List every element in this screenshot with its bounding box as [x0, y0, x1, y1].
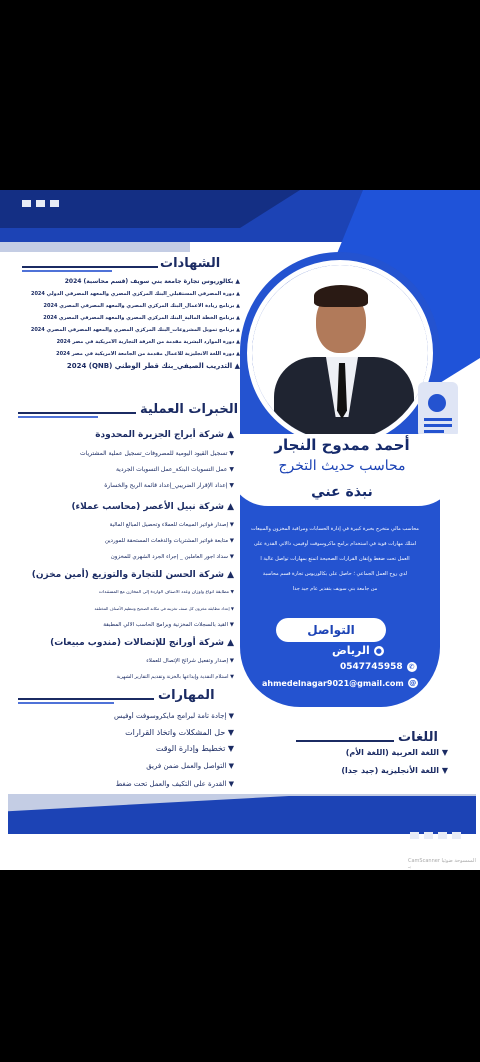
list-item: ▼ إعداد الإقرار الضريبي_إعداد قائمة الربح والخسارة	[104, 482, 234, 489]
header-light-strip	[0, 242, 190, 252]
list-item: ▲ برنامج ريادة الأعمال_البنك المركزي المصري والمعهد المصرفي المصري 2024	[43, 303, 240, 309]
user-icon	[428, 394, 446, 412]
list-item: ▲ دورة اللغة الانجليزية للاعمال مقدمة من الجامعة الأمريكية في مصر 2024	[56, 351, 240, 357]
list-item: ▼ استلام النقدية وإيداعها بالخزنة وتقديم التقارير الشهرية	[116, 674, 234, 680]
scanner-watermark: CamScanner الممسوحة ضوئيا بـ	[408, 858, 476, 870]
list-item: ▼ حل المشكلات واتخاذ القرارات	[125, 728, 234, 737]
certificates-heading: الشهادات	[160, 256, 221, 271]
person-title: محاسب حديث التخرج	[278, 458, 406, 474]
skills-heading: المهارات	[158, 688, 215, 703]
company-name: ▲ شركة أورانج للإتصالات (مندوب مبيعات)	[50, 638, 234, 648]
list-item: ▼ إصدار وتفعيل شرائح الإتصال للعملاء	[146, 658, 234, 664]
list-item: ▲ برنامج تمويل المشروعات_البنك المركزي المصري والمعهد المصرفي المصري 2024	[30, 327, 240, 333]
company-name: ▲ شركة الحسن للتجارة والتوزيع (أمين مخزن)	[31, 570, 234, 580]
languages-heading: اللغات	[398, 730, 438, 745]
list-item: ▲ دورة الموارد البشرية مقدمة من الغرفة التجارية الأمريكية في مصر 2024	[56, 339, 240, 345]
contact-city: ● الرياض	[332, 644, 382, 657]
list-item: ▲ بكالوريوس تجارة جامعة بني سويف (قسم محاسبة) 2024	[64, 278, 240, 285]
certificates-list	[4, 278, 240, 382]
list-item: ▼ مطابقة أنواع وأوزان وعدد الأصناف الواردة إلى المخازن مع المستندات	[98, 590, 234, 595]
decor-dots-top	[22, 200, 59, 207]
experience-heading: الخبرات العملية	[140, 402, 239, 417]
list-item: ▼ عمل التسويات البنكة_عمل التسويات الجردية	[115, 466, 234, 473]
decor-dots-bottom	[410, 832, 461, 839]
location-icon: ●	[375, 646, 382, 655]
experience-list	[10, 430, 234, 710]
contact-heading: التواصل	[276, 618, 386, 642]
company-name: ▲ شركة نبيل الأعصر (محاسب عملاء)	[71, 502, 234, 512]
profile-photo	[247, 260, 433, 446]
list-item: ▼ إعداد مطابقة مخزون كل صنف تخزينه في مكانه الصحيح وتنظيم الأصناف المختلفة	[94, 606, 234, 611]
whatsapp-icon: ✆	[407, 662, 417, 672]
person-name: أحمد ممدوح النجار	[274, 436, 410, 454]
list-item: ▼ اللغة العربية (اللغة الأم)	[345, 748, 448, 757]
about-text: محاسب مالي متخرج بخبرة كبيرة في إدارة الحسابات ومراقبة المخزون والمبيعات امتلك مهارات قوية في استخدام برامج ماكروسوفت أوفيس، دالاتي القدرة على العمل تحت ضغط وإتقان القرارات الصحيحة اتمتع بمهارات تواصل عالية ا لدي روح العمل الجماعي ؛ حاصل على بكالوريوس تجارة قسم محاسبة من جامعة بني سويف بتقدير عام جيد جدا	[251, 526, 419, 592]
list-item: ▼ القيد بالسجلات المخزنية وبرامج الحاسب الآلي المطبقة	[103, 622, 234, 628]
company-name: ▲ شركة أبراج الجزيرة المحدودة	[95, 430, 234, 440]
contact-email[interactable]: ahmedelnagar9021@gmail.com @	[262, 678, 417, 688]
email-icon: @	[409, 679, 417, 687]
list-item: ▼ القدرة على التكيف والعمل تحت ضغط	[115, 780, 234, 788]
list-item: ▼ التواصل والعمل ضمن فريق	[146, 762, 234, 770]
list-item: ▼ اللغة الأنجليزية (جيد جدا)	[341, 766, 448, 775]
list-item: ▲ برنامج الخطة المالية_البنك المركزي المصري والمعهد المصرفي المصري 2024	[43, 315, 240, 321]
list-item: ▲ دورة المصرفي المستقبلي_البنك المركزي المصري والمعهد المصرفي الدولي 2024	[30, 291, 240, 297]
list-item: ▼ إصدار فواتير المبيعات للعملاء وتحصيل المبالغ المالية	[109, 522, 234, 528]
about-heading: نبذة عني	[311, 484, 373, 500]
list-item: ▼ تسجيل القيود اليومية للمصروفات_تسجيل عملية المشتريات	[79, 450, 234, 457]
list-item: ▼ تخطيط وإدارة الوقت	[155, 744, 234, 753]
list-item: ▼ متابعة فواتير المشتريات والدفعات المستحقة للموردين	[104, 538, 234, 544]
contact-phone[interactable]: 0547745958 ✆	[340, 662, 417, 672]
list-item: ▼ إجادة تامة لبرامج مايكروسوفت أوفيس	[114, 712, 234, 720]
cv-page	[0, 190, 480, 870]
skills-list	[40, 712, 234, 804]
list-item: ▼ سداد أجور العاملين _ إجراء الجرد الشهري للمخزون	[110, 554, 234, 560]
list-item: ▲ التدريب الصيفي_بنك قطر الوطني (QNB) 2024	[66, 362, 240, 370]
